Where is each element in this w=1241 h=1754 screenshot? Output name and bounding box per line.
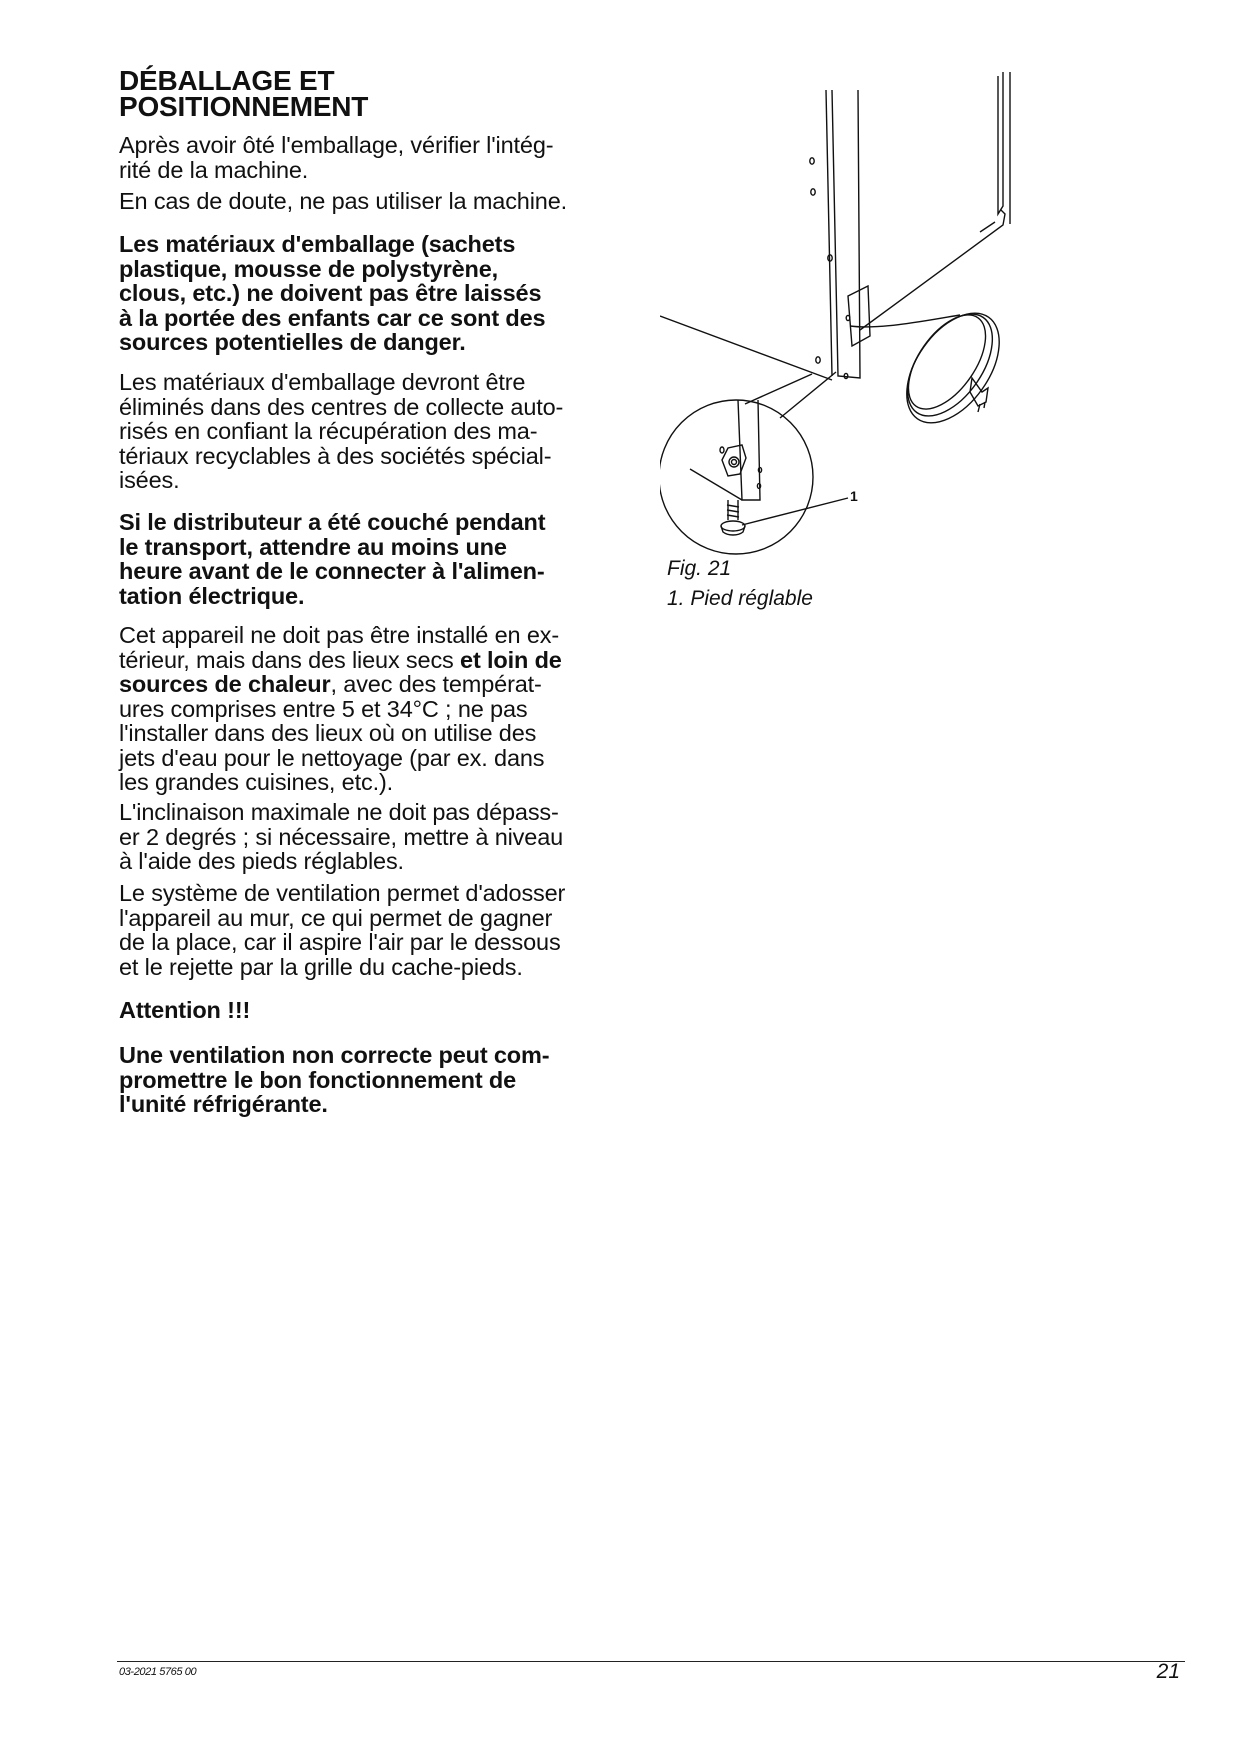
text-line [119, 672, 643, 697]
heading-line-1: DÉBALLAGE ET [119, 65, 335, 96]
text-span-bold: et loin de [460, 646, 562, 673]
text-line: En cas de doute, ne pas utiliser la machine. [119, 188, 568, 214]
text-line: heure avant de le connecter à l'alimen- [119, 558, 545, 584]
cabinet-base [860, 210, 1005, 330]
text-line: Les matériaux d'emballage (sachets [119, 231, 516, 257]
panel-hole [816, 357, 820, 363]
zoom-line [780, 372, 836, 418]
text-line: Cet appareil ne doit pas être installé en ex- [119, 622, 560, 648]
text-line: promettre le bon fonctionnement de [119, 1066, 517, 1093]
text-line: l'unité réfrigérante. [119, 1091, 328, 1117]
text-line: Attention !!! [119, 997, 251, 1023]
ventilation-paragraph [119, 881, 643, 979]
text-line: isées. [119, 467, 180, 493]
panel-hole [844, 373, 848, 378]
text-line: l'installer dans des lieux où on utilise des [119, 720, 537, 746]
text-line: tation électrique. [119, 582, 305, 609]
leg-screw [727, 500, 739, 520]
text-line: ures comprises entre 5 et 34°C ; ne pas [119, 695, 528, 722]
cabinet-front-edge [826, 90, 832, 376]
panel-hole [810, 158, 814, 164]
panel-hole [720, 447, 724, 453]
figure-legend-item: 1. Pied réglable [667, 587, 813, 610]
cabinet-leg-detail [738, 400, 760, 500]
text-span-bold: sources de chaleur [119, 671, 331, 697]
tilt-paragraph [119, 800, 643, 874]
text-line: clous, etc.) ne doivent pas être laissés [119, 280, 542, 306]
packaging-warning [119, 232, 643, 355]
installation-paragraph [119, 623, 643, 795]
disposal-paragraph [119, 370, 643, 493]
floor-line [660, 316, 832, 380]
transport-warning [119, 510, 643, 608]
attention-label [119, 998, 643, 1023]
adjustable-foot-pad [721, 521, 745, 531]
cabinet-panel-edge [832, 90, 860, 378]
figure-label: Fig. 21 [667, 557, 732, 580]
leg-floor-edge [690, 469, 742, 500]
text-line: les grandes cuisines, etc.). [119, 769, 394, 795]
text-line [119, 648, 643, 673]
text-line: le transport, attendre au moins une [119, 533, 507, 560]
page-number: 21 [1156, 1660, 1180, 1683]
ventilation-warning [119, 1043, 643, 1117]
text-line: er 2 degrés ; si nécessaire, mettre à niveau [119, 823, 564, 850]
text-line: risés en confiant la récupération des ma- [119, 418, 538, 444]
text-span: térieur, mais dans des lieux secs [119, 646, 461, 673]
heading-line-2: POSITIONNEMENT [119, 91, 369, 122]
text-line: sources potentielles de danger. [119, 329, 466, 355]
text-line: L'inclinaison maximale ne doit pas dépass- [119, 799, 559, 825]
document-code: 03-2021 5765 00 [119, 1666, 197, 1678]
text-line: Si le distributeur a été couché pendant [119, 509, 546, 535]
cabinet-back-top [998, 72, 1003, 214]
panel-hole [811, 189, 815, 195]
cord-coil [888, 297, 1018, 440]
section-heading [119, 65, 639, 122]
text-line: Une ventilation non correcte peut com- [119, 1042, 550, 1068]
base-inner-edge [980, 222, 995, 232]
leg-bolt [729, 457, 739, 467]
callout-number: 1 [850, 488, 858, 504]
text-span: , avec des températ- [330, 671, 542, 697]
text-line: à la portée des enfants car ce sont des [119, 304, 546, 331]
text-line: plastique, mousse de polystyrène, [119, 255, 499, 282]
text-line: Les matériaux d'emballage devront être [119, 369, 526, 395]
text-line: et le rejette par la grille du cache-pieds. [119, 953, 523, 980]
callout-leader [742, 498, 848, 525]
footer-divider [117, 1661, 1185, 1662]
power-plug [970, 378, 988, 406]
text-line: l'appareil au mur, ce qui permet de gagner [119, 904, 553, 931]
leg-bolt-inner [732, 460, 737, 465]
leg-bracket [722, 445, 746, 476]
text-line: rité de la machine. [119, 156, 309, 183]
text-line: Le système de ventilation permet d'adosser [119, 880, 566, 906]
intro-paragraph [119, 133, 643, 182]
adjustable-foot-illustration [660, 68, 1060, 568]
panel-hole [846, 315, 850, 320]
text-line: Après avoir ôté l'emballage, vérifier l'intég- [119, 132, 554, 158]
doubt-paragraph [119, 189, 643, 214]
text-line: tériaux recyclables à des sociétés spécial- [119, 442, 552, 469]
text-line: de la place, car il aspire l'air par le dessous [119, 929, 561, 955]
text-line: jets d'eau pour le nettoyage (par ex. dans [119, 744, 545, 771]
text-line: à l'aide des pieds réglables. [119, 848, 404, 874]
text-line: éliminés dans des centres de collecte auto- [119, 393, 564, 420]
